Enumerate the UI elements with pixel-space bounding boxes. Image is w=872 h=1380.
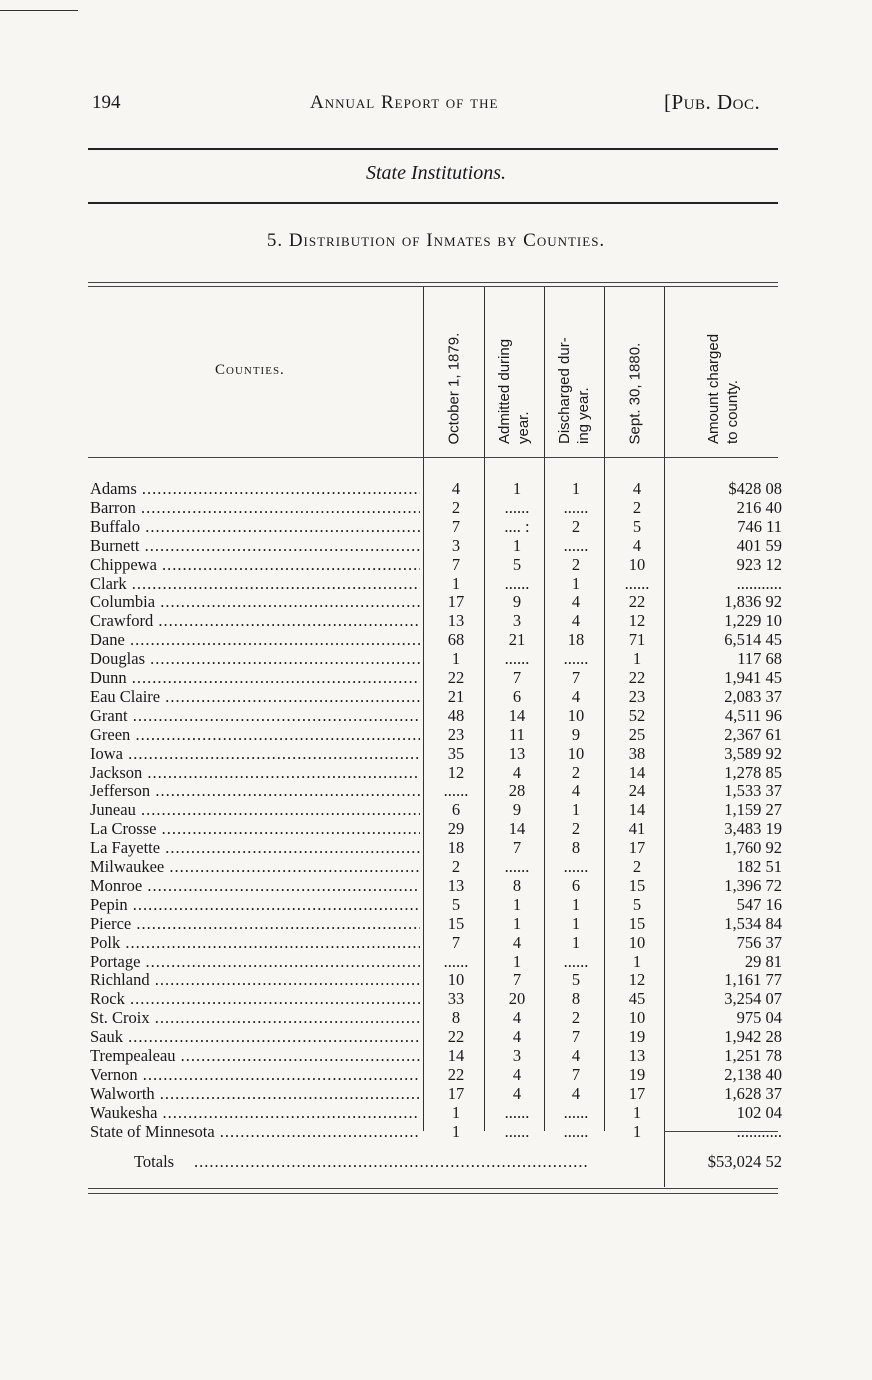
discharged-value: ...... <box>563 857 589 876</box>
amount-value: $428 08 <box>728 479 782 498</box>
county-name: Juneau ..... <box>90 800 420 819</box>
discharged-value: 10 <box>567 705 585 725</box>
table-row <box>0 989 872 1008</box>
county-name: Barron ..... <box>90 498 420 517</box>
table-top-rule <box>88 282 778 283</box>
sept-1880-value: 23 <box>628 686 646 706</box>
table-row <box>0 1027 872 1046</box>
admitted-value: ...... <box>504 857 530 876</box>
admitted-value: 9 <box>512 800 522 820</box>
table-bottom-rule <box>88 1188 778 1189</box>
discharged-value: 1 <box>571 913 581 933</box>
oct-1879-value: 29 <box>447 819 465 839</box>
admitted-value: 6 <box>512 686 522 706</box>
county-name: Dunn ..... <box>90 668 420 687</box>
amount-value: 1,941 45 <box>724 668 782 687</box>
admitted-value: 9 <box>512 592 522 612</box>
county-name: Richland ..... <box>90 970 420 989</box>
discharged-value: ...... <box>563 1121 589 1141</box>
table-top-rule-2 <box>88 286 778 287</box>
sept-1880-value: 24 <box>628 781 646 801</box>
table-row <box>0 800 872 819</box>
table-row <box>0 611 872 630</box>
discharged-value: 2 <box>571 516 581 536</box>
sept-1880-value: 19 <box>628 1064 646 1084</box>
amount-value: 3,483 19 <box>724 819 782 839</box>
amount-value: 975 04 <box>736 1008 782 1028</box>
section-title: State Institutions. <box>366 162 506 184</box>
county-name: Waukesha ..... <box>90 1103 420 1122</box>
sept-1880-value: 45 <box>628 989 646 1009</box>
sept-1880-value: 14 <box>628 800 646 820</box>
sept-1880-value: 2 <box>632 497 642 517</box>
county-name: Vernon ..... <box>90 1065 420 1084</box>
sept-1880-value: 2 <box>632 857 642 876</box>
discharged-value: 7 <box>571 1064 581 1084</box>
discharged-value: ...... <box>563 951 589 971</box>
county-name: Buffalo ..... <box>90 517 420 536</box>
table-row <box>0 1084 872 1103</box>
amount-value: 29 81 <box>744 951 782 971</box>
sept-1880-value: 15 <box>628 913 646 933</box>
header-discharged: Discharged dur- ing year. <box>556 337 592 444</box>
oct-1879-value: 14 <box>447 1046 465 1065</box>
admitted-value: 4 <box>512 1027 522 1047</box>
amount-value: 1,533 37 <box>724 781 782 801</box>
sept-1880-value: 1 <box>632 951 642 971</box>
table-row <box>0 1103 872 1122</box>
corner-mark <box>0 10 78 11</box>
sept-1880-value: 14 <box>628 762 646 782</box>
oct-1879-value: 13 <box>447 611 465 631</box>
admitted-value: 5 <box>512 554 522 574</box>
sept-1880-value: 41 <box>628 819 646 839</box>
discharged-value: 6 <box>571 875 581 895</box>
admitted-value: ...... <box>504 1121 530 1141</box>
amount-value: 3,589 92 <box>724 743 782 763</box>
oct-1879-value: 1 <box>451 649 461 669</box>
oct-1879-value: 6 <box>451 800 461 820</box>
table-row <box>0 744 872 763</box>
discharged-value: 1 <box>571 894 581 914</box>
county-name: Chippewa ..... <box>90 555 420 574</box>
discharged-value: 1 <box>571 479 581 498</box>
amount-value: 182 51 <box>736 857 782 876</box>
admitted-value: ...... <box>504 573 530 593</box>
admitted-value: 14 <box>508 705 526 725</box>
table-row <box>0 914 872 933</box>
amount-value: 6,514 45 <box>724 630 782 650</box>
table-row <box>0 1008 872 1027</box>
oct-1879-value: 7 <box>451 932 461 952</box>
oct-1879-value: ...... <box>443 951 469 971</box>
amount-value: 102 04 <box>736 1102 782 1122</box>
discharged-value: ...... <box>563 1102 589 1122</box>
admitted-value: ...... <box>504 497 530 517</box>
table-row <box>0 630 872 649</box>
oct-1879-value: 7 <box>451 516 461 536</box>
oct-1879-value: 22 <box>447 668 465 687</box>
table-row <box>0 498 872 517</box>
amount-value: 4,511 96 <box>724 705 782 725</box>
sept-1880-value: 10 <box>628 932 646 952</box>
county-name: Sauk ..... <box>90 1027 420 1046</box>
county-name: Pierce ..... <box>90 914 420 933</box>
discharged-value: 4 <box>571 592 581 612</box>
table-row <box>0 952 872 971</box>
admitted-value: 8 <box>512 875 522 895</box>
discharged-value: 4 <box>571 1083 581 1103</box>
admitted-value: 3 <box>512 611 522 631</box>
table-row <box>0 857 872 876</box>
admitted-value: ...... <box>504 1102 530 1122</box>
county-name: Milwaukee ..... <box>90 857 420 876</box>
county-name: Jackson ..... <box>90 763 420 782</box>
oct-1879-value: 35 <box>447 743 465 763</box>
amount-value: 2,367 61 <box>724 724 782 744</box>
oct-1879-value: 18 <box>447 838 465 858</box>
discharged-value: 2 <box>571 554 581 574</box>
table-row <box>0 781 872 800</box>
table-row <box>0 536 872 555</box>
discharged-value: 10 <box>567 743 585 763</box>
county-name: Polk ..... <box>90 933 420 952</box>
table-row <box>0 1065 872 1084</box>
oct-1879-value: 33 <box>447 989 465 1009</box>
sept-1880-value: 22 <box>628 592 646 612</box>
table-row <box>0 876 872 895</box>
page-number: 194 <box>92 92 121 113</box>
county-name: Crawford ..... <box>90 611 420 630</box>
county-name: Portage ..... <box>90 952 420 971</box>
discharged-value: 2 <box>571 762 581 782</box>
discharged-value: 18 <box>567 630 585 650</box>
header-amount: Amount charged to county. <box>705 333 741 444</box>
sept-1880-value: 22 <box>628 668 646 687</box>
discharged-value: ...... <box>563 497 589 517</box>
admitted-value: 28 <box>508 781 526 801</box>
sept-1880-value: 17 <box>628 838 646 858</box>
amount-value: 1,836 92 <box>724 592 782 612</box>
oct-1879-value: 22 <box>447 1064 465 1084</box>
admitted-value: 3 <box>512 1046 522 1065</box>
table-row <box>0 725 872 744</box>
admitted-value: 1 <box>512 951 522 971</box>
table-row <box>0 687 872 706</box>
admitted-value: 13 <box>508 743 526 763</box>
amount-value: 3,254 07 <box>724 989 782 1009</box>
discharged-value: 2 <box>571 819 581 839</box>
county-name: Clark ..... <box>90 574 420 593</box>
amount-value: 746 11 <box>737 516 782 536</box>
table-row <box>0 555 872 574</box>
oct-1879-value: 7 <box>451 554 461 574</box>
oct-1879-value: 13 <box>447 875 465 895</box>
oct-1879-value: 1 <box>451 1102 461 1122</box>
header-admitted: Admitted during year. <box>496 338 532 444</box>
sept-1880-value: 38 <box>628 743 646 763</box>
sept-1880-value: 15 <box>628 875 646 895</box>
oct-1879-value: 5 <box>451 894 461 914</box>
admitted-value: 7 <box>512 970 522 990</box>
county-name: Douglas ..... <box>90 649 420 668</box>
admitted-value: 1 <box>512 913 522 933</box>
discharged-value: 1 <box>571 573 581 593</box>
amount-value: 2,083 37 <box>724 686 782 706</box>
discharged-value: 1 <box>571 932 581 952</box>
oct-1879-value: 3 <box>451 535 461 555</box>
sept-1880-value: 10 <box>628 1008 646 1028</box>
amount-value: 1,534 84 <box>724 913 782 933</box>
totals-label: Totals <box>134 1152 175 1171</box>
sept-1880-value: 13 <box>628 1046 646 1065</box>
discharged-value: 7 <box>571 1027 581 1047</box>
county-name: Adams ..... <box>90 479 420 498</box>
sept-1880-value: 5 <box>632 894 642 914</box>
discharged-value: ...... <box>563 649 589 669</box>
discharged-value: 4 <box>571 1046 581 1065</box>
sept-1880-value: 1 <box>632 649 642 669</box>
discharged-value: 4 <box>571 686 581 706</box>
discharged-value: 4 <box>571 781 581 801</box>
oct-1879-value: 4 <box>451 479 461 498</box>
sept-1880-value: 4 <box>632 535 642 555</box>
totals-amount: $53,024 52 <box>707 1152 782 1171</box>
admitted-value: 14 <box>508 819 526 839</box>
discharged-value: 8 <box>571 989 581 1009</box>
amount-value: ........... <box>736 1121 782 1141</box>
admitted-value: 20 <box>508 989 526 1009</box>
county-name: Grant ..... <box>90 706 420 725</box>
header-oct-1879: October 1, 1879. <box>445 332 463 445</box>
amount-value: 1,159 27 <box>724 800 782 820</box>
amount-value: 117 68 <box>737 649 782 669</box>
amount-value: 756 37 <box>736 932 782 952</box>
amount-value: 1,628 37 <box>724 1083 782 1103</box>
admitted-value: 4 <box>512 1008 522 1028</box>
county-name: Monroe ..... <box>90 876 420 895</box>
table-row <box>0 838 872 857</box>
county-name: Eau Claire ..... <box>90 687 420 706</box>
county-name: Jefferson ..... <box>90 781 420 800</box>
county-name: Dane ..... <box>90 630 420 649</box>
table-row <box>0 895 872 914</box>
amount-value: 216 40 <box>736 497 782 517</box>
document-reference: [Pub. Doc. <box>664 90 761 114</box>
table-row <box>0 970 872 989</box>
table-title: 5. Distribution of Inmates by Counties. <box>266 230 606 251</box>
admitted-value: 1 <box>512 479 522 498</box>
oct-1879-value: 12 <box>447 762 465 782</box>
admitted-value: 4 <box>512 1083 522 1103</box>
amount-value: 1,760 92 <box>724 838 782 858</box>
table-row <box>0 592 872 611</box>
discharged-value: 2 <box>571 1008 581 1028</box>
oct-1879-value: 8 <box>451 1008 461 1028</box>
table-row <box>0 479 872 498</box>
county-name: State of Minnesota ..... <box>90 1122 420 1141</box>
header-bottom-rule <box>88 457 778 458</box>
oct-1879-value: 2 <box>451 497 461 517</box>
table-bottom-rule-2 <box>88 1193 778 1194</box>
sept-1880-value: 4 <box>632 479 642 498</box>
sept-1880-value: ...... <box>624 573 650 593</box>
county-name: La Crosse ..... <box>90 819 420 838</box>
oct-1879-value: 1 <box>451 1121 461 1141</box>
sept-1880-value: 19 <box>628 1027 646 1047</box>
oct-1879-value: 17 <box>447 592 465 612</box>
amount-value: 1,251 78 <box>724 1046 782 1065</box>
discharged-value: 5 <box>571 970 581 990</box>
admitted-value: 11 <box>509 724 525 744</box>
county-name: Rock ..... <box>90 989 420 1008</box>
sept-1880-value: 52 <box>628 705 646 725</box>
discharged-value: 1 <box>571 800 581 820</box>
admitted-value: .... : <box>504 516 530 536</box>
county-name: Burnett ..... <box>90 536 420 555</box>
amount-value: 1,229 10 <box>724 611 782 631</box>
table-row <box>0 517 872 536</box>
table-row <box>0 668 872 687</box>
amount-value: 401 59 <box>736 535 782 555</box>
sept-1880-value: 10 <box>628 554 646 574</box>
admitted-value: ...... <box>504 649 530 669</box>
admitted-value: 4 <box>512 932 522 952</box>
discharged-value: 9 <box>571 724 581 744</box>
discharged-value: ...... <box>563 535 589 555</box>
county-name: Columbia ..... <box>90 592 420 611</box>
table-row <box>0 706 872 725</box>
admitted-value: 7 <box>512 838 522 858</box>
admitted-value: 4 <box>512 1064 522 1084</box>
county-name: Iowa ..... <box>90 744 420 763</box>
totals-leader-dots: ............................................................................. <box>194 1152 589 1171</box>
sept-1880-value: 1 <box>632 1102 642 1122</box>
sept-1880-value: 17 <box>628 1083 646 1103</box>
totals-rule <box>664 1131 778 1132</box>
oct-1879-value: 17 <box>447 1083 465 1103</box>
table-row <box>0 574 872 593</box>
table-row <box>0 1046 872 1065</box>
county-name: Green ..... <box>90 725 420 744</box>
county-name: La Fayette ..... <box>90 838 420 857</box>
oct-1879-value: 10 <box>447 970 465 990</box>
header-counties: Counties. <box>215 362 285 378</box>
admitted-value: 4 <box>512 762 522 782</box>
oct-1879-value: 15 <box>447 913 465 933</box>
oct-1879-value: 23 <box>447 724 465 744</box>
amount-value: 1,396 72 <box>724 875 782 895</box>
sept-1880-value: 71 <box>628 630 646 650</box>
county-name: Pepin ..... <box>90 895 420 914</box>
admitted-value: 1 <box>512 535 522 555</box>
county-name: St. Croix ..... <box>90 1008 420 1027</box>
discharged-value: 4 <box>571 611 581 631</box>
sept-1880-value: 12 <box>628 970 646 990</box>
table-row <box>0 763 872 782</box>
admitted-value: 1 <box>512 894 522 914</box>
sept-1880-value: 5 <box>632 516 642 536</box>
sept-1880-value: 25 <box>628 724 646 744</box>
section-rule <box>88 202 778 204</box>
table-row <box>0 649 872 668</box>
county-name: Walworth ..... <box>90 1084 420 1103</box>
header-rule <box>88 148 778 150</box>
header-sept-1880: Sept. 30, 1880. <box>626 342 644 445</box>
oct-1879-value: 22 <box>447 1027 465 1047</box>
table-row <box>0 933 872 952</box>
amount-value: 1,161 77 <box>724 970 782 990</box>
amount-value: 923 12 <box>736 554 782 574</box>
amount-value: 547 16 <box>736 894 782 914</box>
oct-1879-value: 21 <box>447 686 465 706</box>
discharged-value: 8 <box>571 838 581 858</box>
oct-1879-value: 1 <box>451 573 461 593</box>
oct-1879-value: 68 <box>447 630 465 650</box>
admitted-value: 7 <box>512 668 522 687</box>
sept-1880-value: 1 <box>632 1121 642 1141</box>
oct-1879-value: 2 <box>451 857 461 876</box>
table-row <box>0 819 872 838</box>
oct-1879-value: 48 <box>447 705 465 725</box>
amount-value: 1,942 28 <box>724 1027 782 1047</box>
county-name: Trempealeau ..... <box>90 1046 420 1065</box>
oct-1879-value: ...... <box>443 781 469 801</box>
discharged-value: 7 <box>571 668 581 687</box>
amount-value: 1,278 85 <box>724 762 782 782</box>
amount-value: ........... <box>736 573 782 593</box>
amount-value: 2,138 40 <box>724 1064 782 1084</box>
running-title: Annual Report of the <box>310 92 499 113</box>
sept-1880-value: 12 <box>628 611 646 631</box>
admitted-value: 21 <box>508 630 526 650</box>
